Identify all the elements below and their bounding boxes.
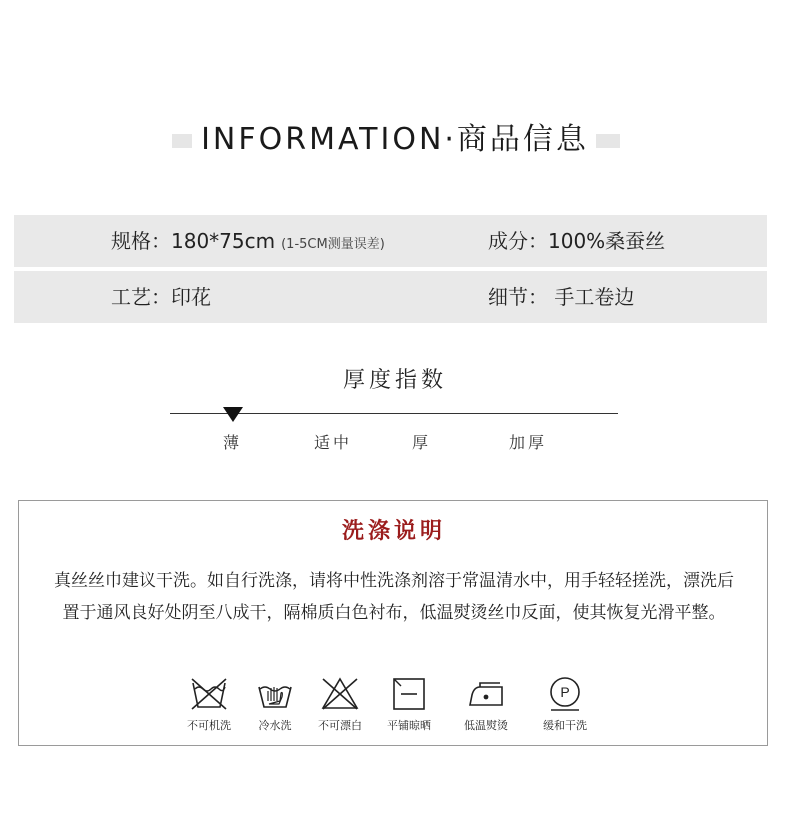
- spec-size: [111, 215, 385, 267]
- spec-row-2: [14, 271, 767, 323]
- care-item-low-iron: [454, 675, 518, 733]
- care-label: 不可机洗: [187, 719, 231, 732]
- thickness-level-thin: 薄: [223, 433, 243, 452]
- care-item-gentle-dry-clean: [533, 675, 597, 733]
- thickness-marker-icon: [223, 407, 243, 422]
- flat-dry-icon: [389, 675, 429, 713]
- care-item-flat-dry: [377, 675, 441, 733]
- care-item-no-machine-wash: [177, 675, 241, 733]
- care-label: 低温熨烫: [464, 719, 508, 732]
- cold-hand-wash-icon: [255, 675, 295, 713]
- spec-detail: 细节： 手工卷边: [488, 285, 635, 309]
- thickness-level-medium: 适中: [314, 433, 353, 452]
- care-label: 不可漂白: [318, 719, 362, 732]
- svg-text:P: P: [560, 684, 570, 700]
- care-item-no-bleach: [308, 675, 372, 733]
- thickness-level-extra-thick: 加厚: [509, 433, 548, 452]
- care-label: 缓和干洗: [543, 719, 587, 732]
- spec-size-value: 规格：180*75cm: [111, 229, 276, 253]
- washing-title: 洗涤说明: [341, 519, 446, 544]
- no-machine-wash-icon: [189, 675, 229, 713]
- care-label: 平铺晾晒: [387, 719, 431, 732]
- thickness-level-thick: 厚: [412, 433, 432, 452]
- washing-instructions-box: [18, 500, 768, 746]
- care-item-cold-hand-wash: [243, 675, 307, 733]
- no-bleach-icon: [320, 675, 360, 713]
- page-title: INFORMATION·商品信息: [201, 122, 589, 157]
- spec-craft: 工艺：印花: [111, 285, 211, 309]
- gentle-dry-clean-icon: [545, 675, 585, 713]
- low-iron-icon: [466, 675, 506, 713]
- spec-size-note: (1-5CM测量误差): [281, 237, 385, 252]
- washing-text: 真丝丝巾建议干洗。如自行洗涤，请将中性洗涤剂溶于常温清水中，用手轻轻搓洗，漂洗后置于通风良好处阴至八成干，隔棉质白色衬布，低温熨烫丝巾反面，使其恢复光滑平整。: [54, 571, 734, 623]
- care-label: 冷水洗: [258, 719, 292, 732]
- spec-material: 成分：100%桑蚕丝: [488, 229, 666, 253]
- spec-row-1: [14, 215, 767, 267]
- thickness-title: 厚度指数: [342, 368, 447, 393]
